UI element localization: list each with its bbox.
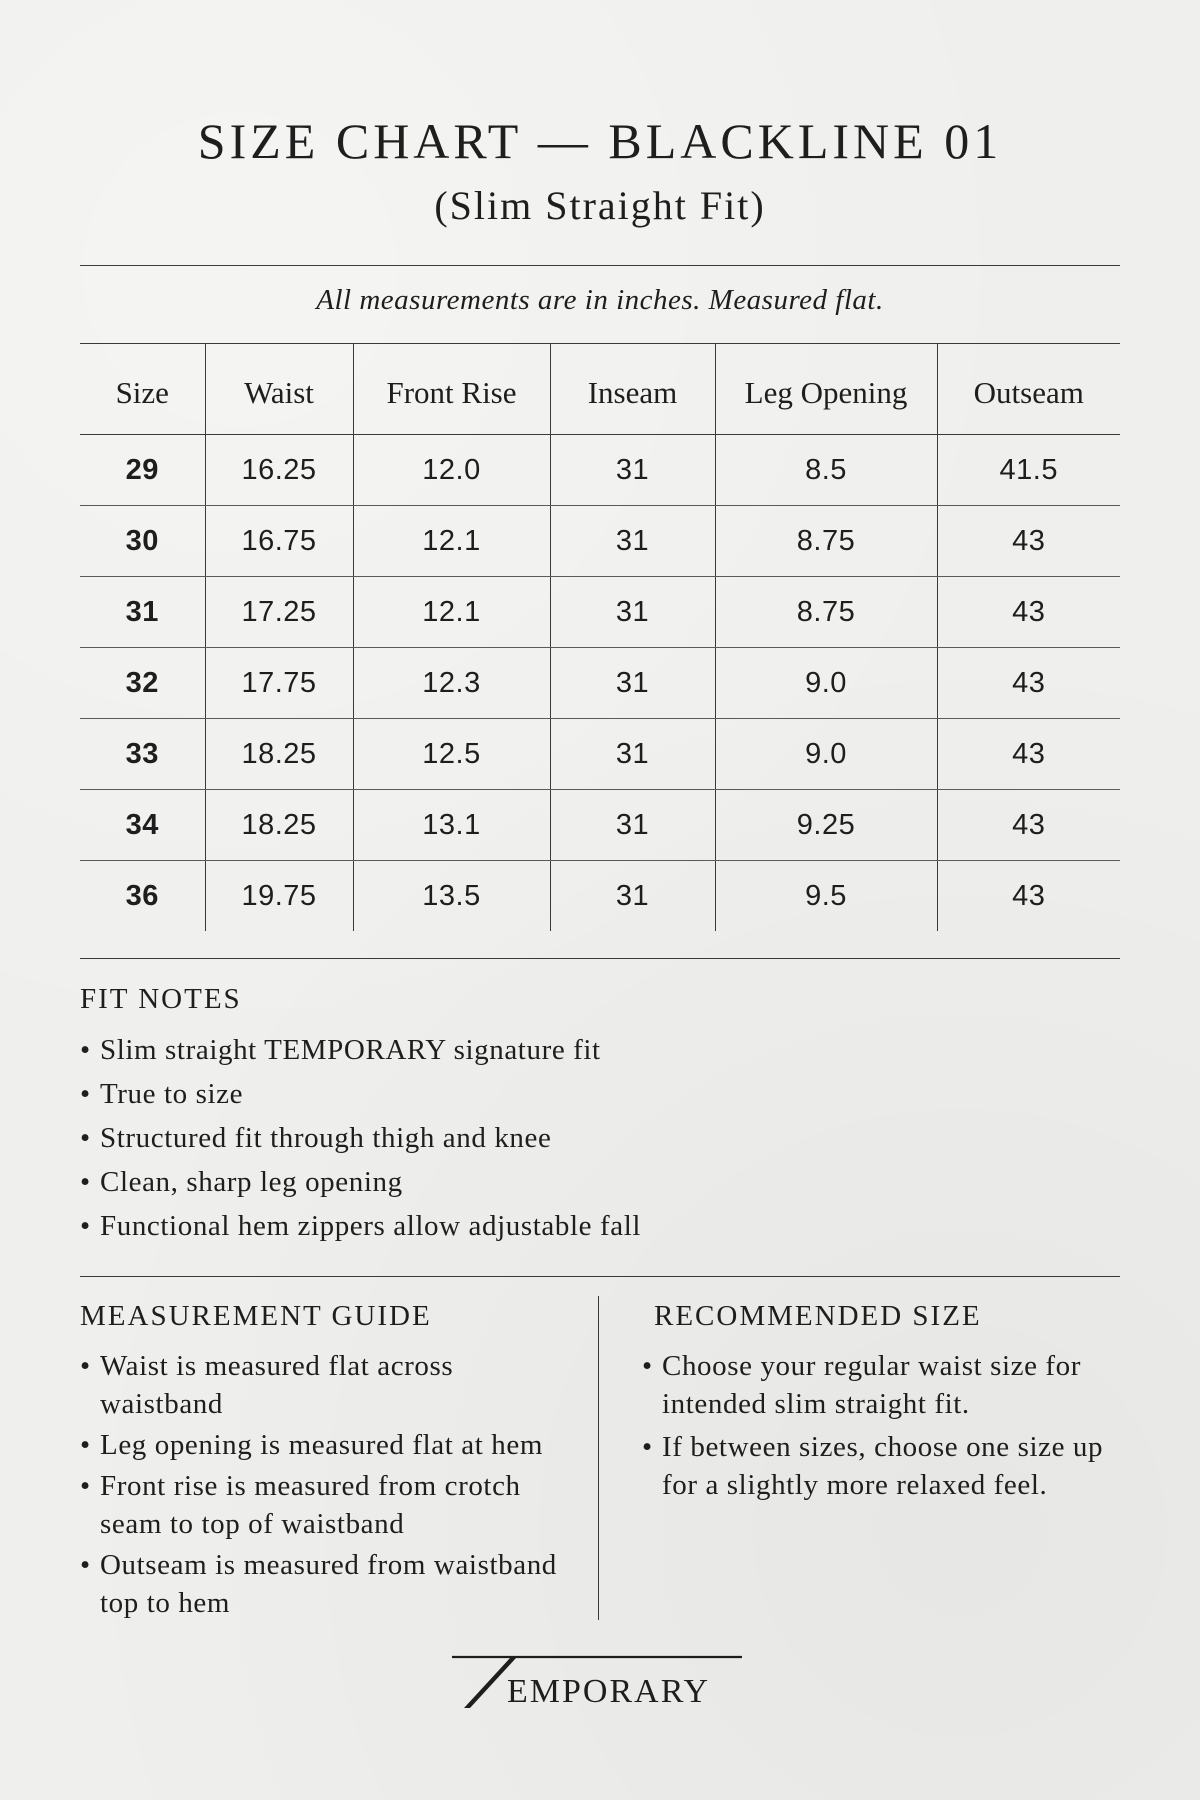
table-row bbox=[80, 506, 1120, 577]
waist-cell: 18.25 bbox=[205, 790, 353, 861]
size-cell: 34 bbox=[80, 790, 205, 861]
list-item: • True to size bbox=[80, 1072, 1120, 1116]
list-item: • Leg opening is measured flat at hem bbox=[80, 1426, 580, 1464]
leg-opening-cell: 8.75 bbox=[715, 506, 937, 577]
size-cell: 31 bbox=[80, 577, 205, 648]
list-item: • Choose your regular waist size for intended slim straight fit. bbox=[642, 1347, 1142, 1423]
waist-cell: 19.75 bbox=[205, 861, 353, 932]
outseam-cell: 43 bbox=[937, 861, 1120, 932]
outseam-cell: 43 bbox=[937, 790, 1120, 861]
inseam-cell: 31 bbox=[550, 506, 715, 577]
outseam-cell: 43 bbox=[937, 719, 1120, 790]
front-rise-cell: 12.1 bbox=[353, 577, 550, 648]
column-header-size: Size bbox=[80, 344, 205, 435]
table-row bbox=[80, 648, 1120, 719]
waist-cell: 16.75 bbox=[205, 506, 353, 577]
table-row bbox=[80, 790, 1120, 861]
list-item: • Outseam is measured from waistband top to hem bbox=[80, 1546, 580, 1622]
inseam-cell: 31 bbox=[550, 790, 715, 861]
table-row bbox=[80, 719, 1120, 790]
column-header-inseam: Inseam bbox=[550, 344, 715, 435]
size-table bbox=[80, 344, 1120, 931]
recommended-size-list bbox=[642, 1347, 1142, 1509]
size-cell: 36 bbox=[125, 879, 159, 912]
table-header-row bbox=[80, 344, 1120, 435]
list-item: • Slim straight TEMPORARY signature fit bbox=[80, 1028, 1120, 1072]
column-header-leg-opening: Leg Opening bbox=[715, 344, 937, 435]
list-item: • Structured fit through thigh and knee bbox=[80, 1116, 1120, 1160]
column-divider bbox=[598, 1296, 599, 1620]
leg-opening-cell: 9.5 bbox=[715, 861, 937, 932]
front-rise-cell: 13.1 bbox=[353, 790, 550, 861]
list-item: • Front rise is measured from crotch seam to top of waistband bbox=[80, 1467, 580, 1543]
table-row bbox=[80, 435, 1120, 506]
measurement-note: All measurements are in inches. Measured flat. bbox=[316, 284, 884, 316]
size-cell: 32 bbox=[80, 648, 205, 719]
divider-before-guides bbox=[80, 1276, 1120, 1277]
size-cell: 30 bbox=[80, 506, 205, 577]
brand-logo-text: EMPORARY bbox=[507, 1673, 711, 1710]
divider-after-table bbox=[80, 958, 1120, 959]
measurement-guide-title: MEASUREMENT GUIDE bbox=[80, 1300, 432, 1332]
inseam-cell: 31 bbox=[550, 435, 715, 506]
outseam-cell: 43 bbox=[937, 506, 1120, 577]
list-item: • Waist is measured flat across waistband bbox=[80, 1347, 580, 1423]
fit-notes-title: FIT NOTES bbox=[80, 983, 242, 1015]
front-rise-cell: 12.3 bbox=[353, 648, 550, 719]
table-row bbox=[80, 861, 1120, 932]
outseam-cell: 43 bbox=[937, 648, 1120, 719]
outseam-cell: 43 bbox=[937, 577, 1120, 648]
list-item: • If between sizes, choose one size up for a slightly more relaxed feel. bbox=[642, 1428, 1142, 1504]
column-header-outseam: Outseam bbox=[937, 344, 1120, 435]
list-item: • Functional hem zippers allow adjustable fall bbox=[80, 1204, 1120, 1248]
front-rise-cell: 13.5 bbox=[353, 861, 550, 932]
leg-opening-cell: 9.25 bbox=[715, 790, 937, 861]
leg-opening-cell: 9.0 bbox=[715, 719, 937, 790]
recommended-size-title: RECOMMENDED SIZE bbox=[654, 1300, 982, 1332]
front-rise-cell: 12.0 bbox=[353, 435, 550, 506]
front-rise-cell: 12.5 bbox=[353, 719, 550, 790]
leg-opening-cell: 9.0 bbox=[715, 648, 937, 719]
measurement-guide-list bbox=[80, 1347, 580, 1625]
leg-opening-cell: 8.75 bbox=[715, 577, 937, 648]
waist-cell: 17.25 bbox=[205, 577, 353, 648]
page-subtitle: (Slim Straight Fit) bbox=[434, 183, 766, 228]
waist-cell: 16.25 bbox=[205, 435, 353, 506]
column-header-waist: Waist bbox=[205, 344, 353, 435]
inseam-cell: 31 bbox=[550, 577, 715, 648]
outseam-cell: 41.5 bbox=[937, 435, 1120, 506]
fit-notes-list bbox=[80, 1028, 1120, 1248]
size-cell: 33 bbox=[80, 719, 205, 790]
inseam-cell: 31 bbox=[550, 648, 715, 719]
leg-opening-cell: 8.5 bbox=[715, 435, 937, 506]
list-item: • Clean, sharp leg opening bbox=[80, 1160, 1120, 1204]
page-title: SIZE CHART — BLACKLINE 01 bbox=[197, 113, 1003, 169]
waist-cell: 18.25 bbox=[205, 719, 353, 790]
divider-top bbox=[80, 265, 1120, 266]
front-rise-cell: 12.1 bbox=[353, 506, 550, 577]
waist-cell: 17.75 bbox=[205, 648, 353, 719]
column-header-front-rise: Front Rise bbox=[353, 344, 550, 435]
size-cell: 29 bbox=[80, 435, 205, 506]
inseam-cell: 31 bbox=[550, 861, 715, 932]
table-row bbox=[80, 577, 1120, 648]
inseam-cell: 31 bbox=[550, 719, 715, 790]
